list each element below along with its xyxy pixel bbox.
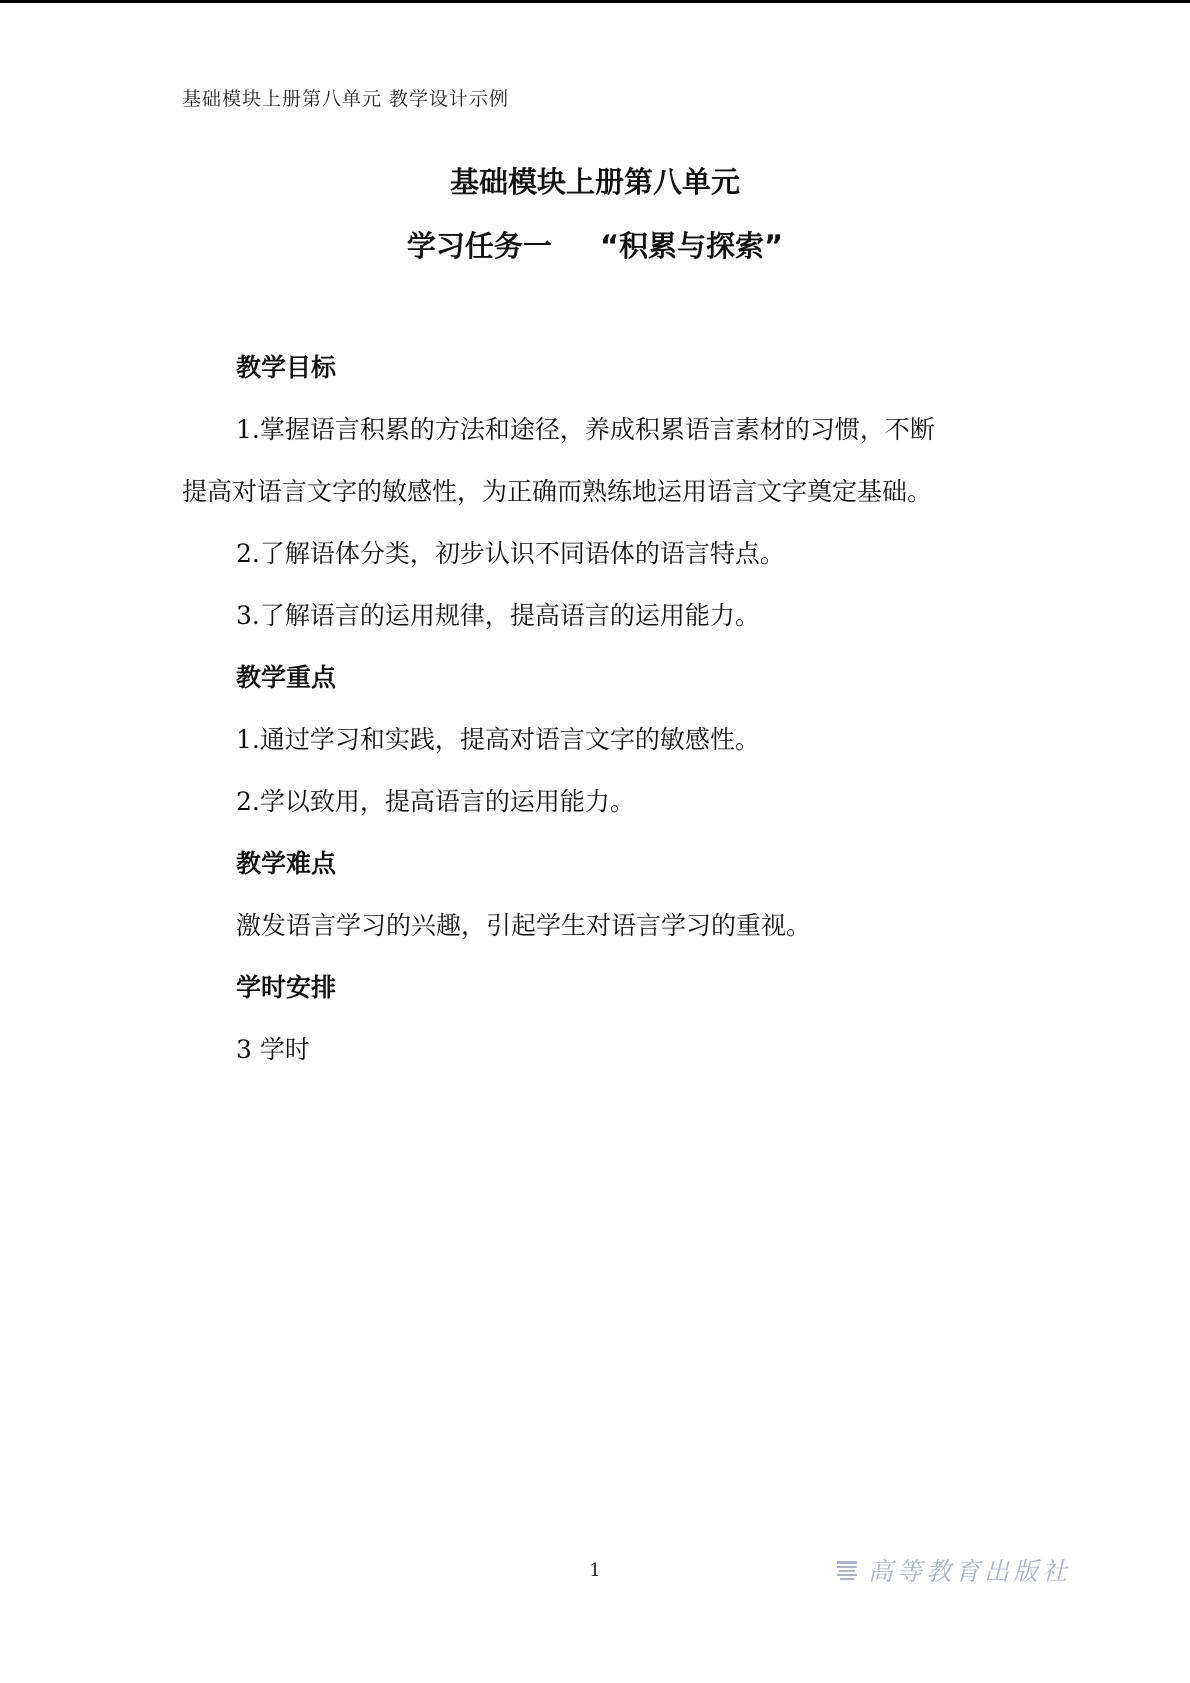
objective-item-1-line-1: 1.掌握语言积累的方法和途径，养成积累语言素材的习惯，不断 (236, 415, 935, 444)
title-task: 学习任务一 (406, 229, 552, 263)
title-task-name: “积累与探索” (599, 229, 784, 263)
publisher-name: 高等教育出版社 (868, 1557, 1072, 1586)
objective-item-3: 3.了解语言的运用规律，提高语言的运用能力。 (236, 601, 760, 630)
publisher-logo-mark (836, 1555, 1071, 1585)
schedule-item-1: 3 学时 (236, 1035, 310, 1064)
section-heading-difficulties: 教学难点 (236, 849, 337, 878)
running-header: 基础模块上册第八单元 教学设计示例 (182, 88, 510, 110)
document-body (182, 337, 1016, 1081)
document-title (0, 150, 1190, 278)
objective-item-2: 2.了解语体分类，初步认识不同语体的语言特点。 (236, 539, 785, 568)
key-point-item-2: 2.学以致用，提高语言的运用能力。 (236, 787, 635, 816)
title-line-2 (0, 214, 1190, 278)
section-heading-key-points: 教学重点 (236, 663, 337, 692)
top-rule (0, 0, 1190, 3)
section-heading-schedule: 学时安排 (236, 973, 337, 1002)
page-number: 1 (589, 1560, 601, 1581)
publisher-emblem-icon (836, 1559, 858, 1581)
difficulty-item-1: 激发语言学习的兴趣，引起学生对语言学习的重视。 (236, 911, 812, 940)
title-line-1: 基础模块上册第八单元 (449, 165, 740, 199)
section-heading-objectives: 教学目标 (236, 353, 337, 382)
objective-item-1-line-2: 提高对语言文字的敏感性，为正确而熟练地运用语言文字奠定基础。 (182, 477, 933, 506)
key-point-item-1: 1.通过学习和实践，提高对语言文字的敏感性。 (236, 725, 760, 754)
